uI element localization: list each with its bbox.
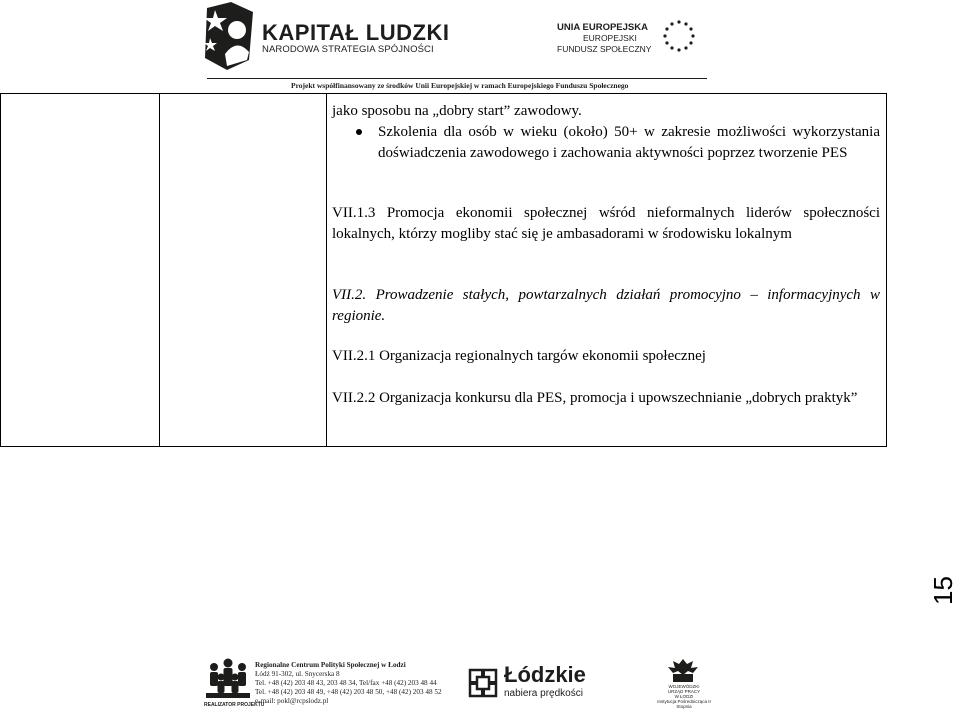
rcps-phone-1: Tel. +48 (42) 203 48 43, 203 48 34, Tel/fax +48 (42) 203 48 44 [255, 679, 437, 687]
rcps-street: Łódź 91-302, ul. Snycerska 8 [255, 670, 340, 678]
wup-line2: URZĄD PRACY [667, 689, 701, 694]
rcps-people-logo-icon [204, 655, 252, 705]
rcps-address [255, 661, 442, 706]
wup-label [654, 684, 714, 709]
lodzkie-grid-icon [468, 668, 498, 698]
kapital-ludzki-title: KAPITAŁ LUDZKI [262, 20, 450, 45]
eu-flag-icon [653, 16, 705, 56]
lodzkie-subtitle: nabiera prędkości [504, 688, 583, 699]
section-vii-2-1: VII.2.1 Organizacja regionalnych targów ekonomii społecznej [332, 348, 706, 364]
ue-label-line2: EUROPEJSKI [583, 33, 637, 43]
rcps-phone-2: Tel. +48 (42) 203 48 49, +48 (42) 203 48 50, +48 (42) 203 48 52 [255, 688, 442, 696]
ue-label [557, 22, 651, 55]
page-number-text: 15 [928, 576, 958, 605]
bullet-icon [356, 129, 362, 135]
wup-line4: Instytucja Pośrednicząca II Stopnia [657, 699, 711, 709]
wup-line1: WOJEWÓDZKI [668, 684, 700, 689]
lodzkie-title: Łódzkie [504, 662, 586, 687]
ue-label-line3: FUNDUSZ SPOŁECZNY [557, 44, 652, 54]
section-vii-2-2: VII.2.2 Organizacja konkursu dla PES, promocja i upowszechnianie „dobrych praktyk” [332, 390, 858, 406]
page-number [928, 575, 958, 605]
wup-line3: W ŁODZI [674, 694, 694, 699]
table-column-divider [159, 94, 160, 446]
section-vii-2: VII.2. Prowadzenie stałych, powtarzalnych działań promocyjno – informacyjnych w regionie. [332, 287, 880, 324]
intro-line: jako sposobu na „dobry start” zawodowy. [332, 103, 582, 119]
header-divider [207, 78, 707, 79]
ue-label-line1: UNIA EUROPEJSKA [557, 22, 648, 33]
kapital-ludzki-subtitle: NARODOWA STRATEGIA SPÓJNOŚCI [262, 44, 434, 55]
list-item-text: Szkolenia dla osób w wieku (około) 50+ w zakresie możliwości wykorzystania doświadczenia zawodowego i zachowania aktywności poprzez tworzenie PES [378, 124, 880, 161]
rcps-email: e-mail: pokl@rcpslodz.pl [255, 697, 329, 705]
section-vii-1-3: VII.1.3 Promocja ekonomii społecznej wśród nieformalnych liderów społeczności lokalnych, którzy mogliby stać się je ambasadorami w środowisku lokalnym [332, 205, 880, 242]
kapital-ludzki-logo-icon [203, 2, 255, 70]
list-item [356, 122, 880, 163]
table-column-divider [326, 94, 327, 446]
realizator-label: REALIZATOR PROJEKTU [204, 702, 265, 708]
rcps-name: Regionalne Centrum Polityki Społecznej w Łodzi [255, 661, 406, 669]
cofinancing-caption: Projekt współfinansowany ze środków Unii Europejskiej w ramach Europejskiego Funduszu Społecznego [291, 81, 629, 90]
